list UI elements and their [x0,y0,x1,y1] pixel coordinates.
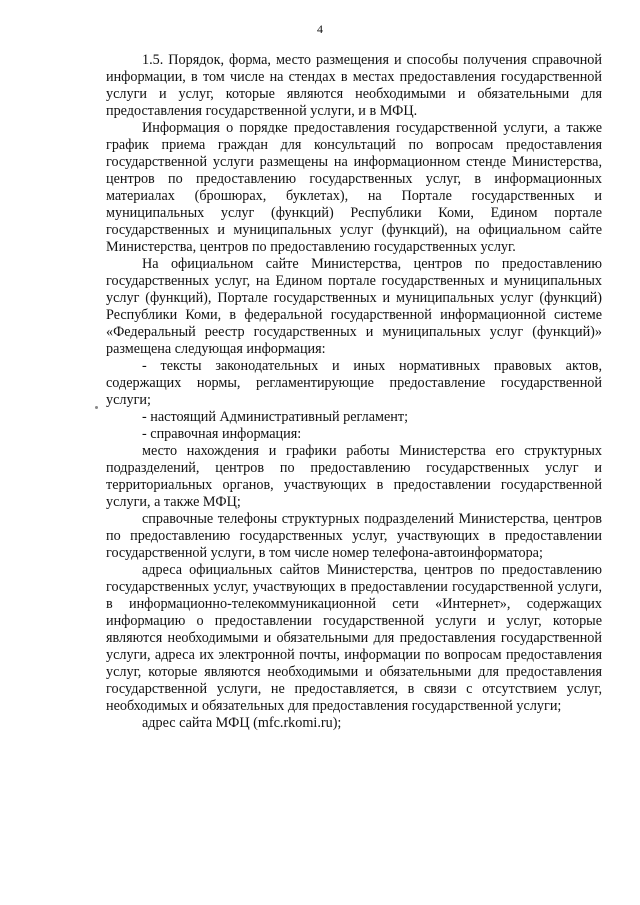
page-number: 4 [317,22,323,36]
paragraph-official-site: На официальном сайте Министерства, центров по предоставлению государственных услуг, на Едином портале государственных и муниципальных услуг (функций), Портале государственных и муниципальных услуг (функций) Республики Коми, в федеральной государственной информационной системе «Федеральный реестр государственных и муниципальных услуг (функций)» размещена следующая информация: [106,256,602,357]
paragraph-info-order: Информация о порядке предоставления государственной услуги, а также график приема граждан для консультаций по вопросам предоставления государственной услуги размещены на информационном стенде Министерства, центров по предоставлению государственных услуг, в информационных материалах (брошюрах, буклетах), на Портале государственных и муниципальных услуг (функций) Республики Коми, Едином портале государственных и муниципальных услуг (функций), на официальном сайте Министерства, центров по предоставлению государственных услуг. [106,120,602,255]
list-item-regulation: - настоящий Административный регламент; [142,409,409,425]
scan-speck [95,406,98,409]
paragraph-locations: место нахождения и графики работы Министерства его структурных подразделений, центров по предоставлению государственных услуг и территориальных органов, участвующих в предоставлении государственной услуги, а также МФЦ; [106,443,602,510]
list-item-reference-info: - справочная информация: [142,426,302,442]
list-item-legal-acts: - тексты законодательных и иных нормативных правовых актов, содержащих нормы, регламентирующие предоставление государственной услуги; [106,358,602,408]
paragraph-mfc-site: адрес сайта МФЦ (mfc.rkomi.ru); [142,715,342,731]
paragraph-phones: справочные телефоны структурных подразделений Министерства, центров по предоставлению государственных услуг, участвующих в предоставлении государственной услуги, в том числе номер телефона-автоинформатора; [106,511,602,561]
document-body [106,52,602,732]
paragraph-websites: адреса официальных сайтов Министерства, центров по предоставлению государственных услуг, участвующих в предоставлении государственной услуги, в информационно-телекоммуникационной сети «Интернет», содержащих информацию о предоставлении государственной услуги и услуг, которые являются необходимыми и обязательными для предоставления государственной услуги, адреса их электронной почты, информации по вопросам предоставления услуг, которые являются необходимыми и обязательными для предоставления государственной услуги, не предоставляется, в связи с отсутствием услуг, необходимых и обязательных для предоставления государственной услуги; [106,562,602,714]
paragraph-1-5-heading: 1.5. Порядок, форма, место размещения и способы получения справочной информации, в том числе на стендах в местах предоставления государственной услуги и услуг, которые являются необходимыми и обязательными для предоставления государственной услуги, и в МФЦ. [106,52,602,119]
